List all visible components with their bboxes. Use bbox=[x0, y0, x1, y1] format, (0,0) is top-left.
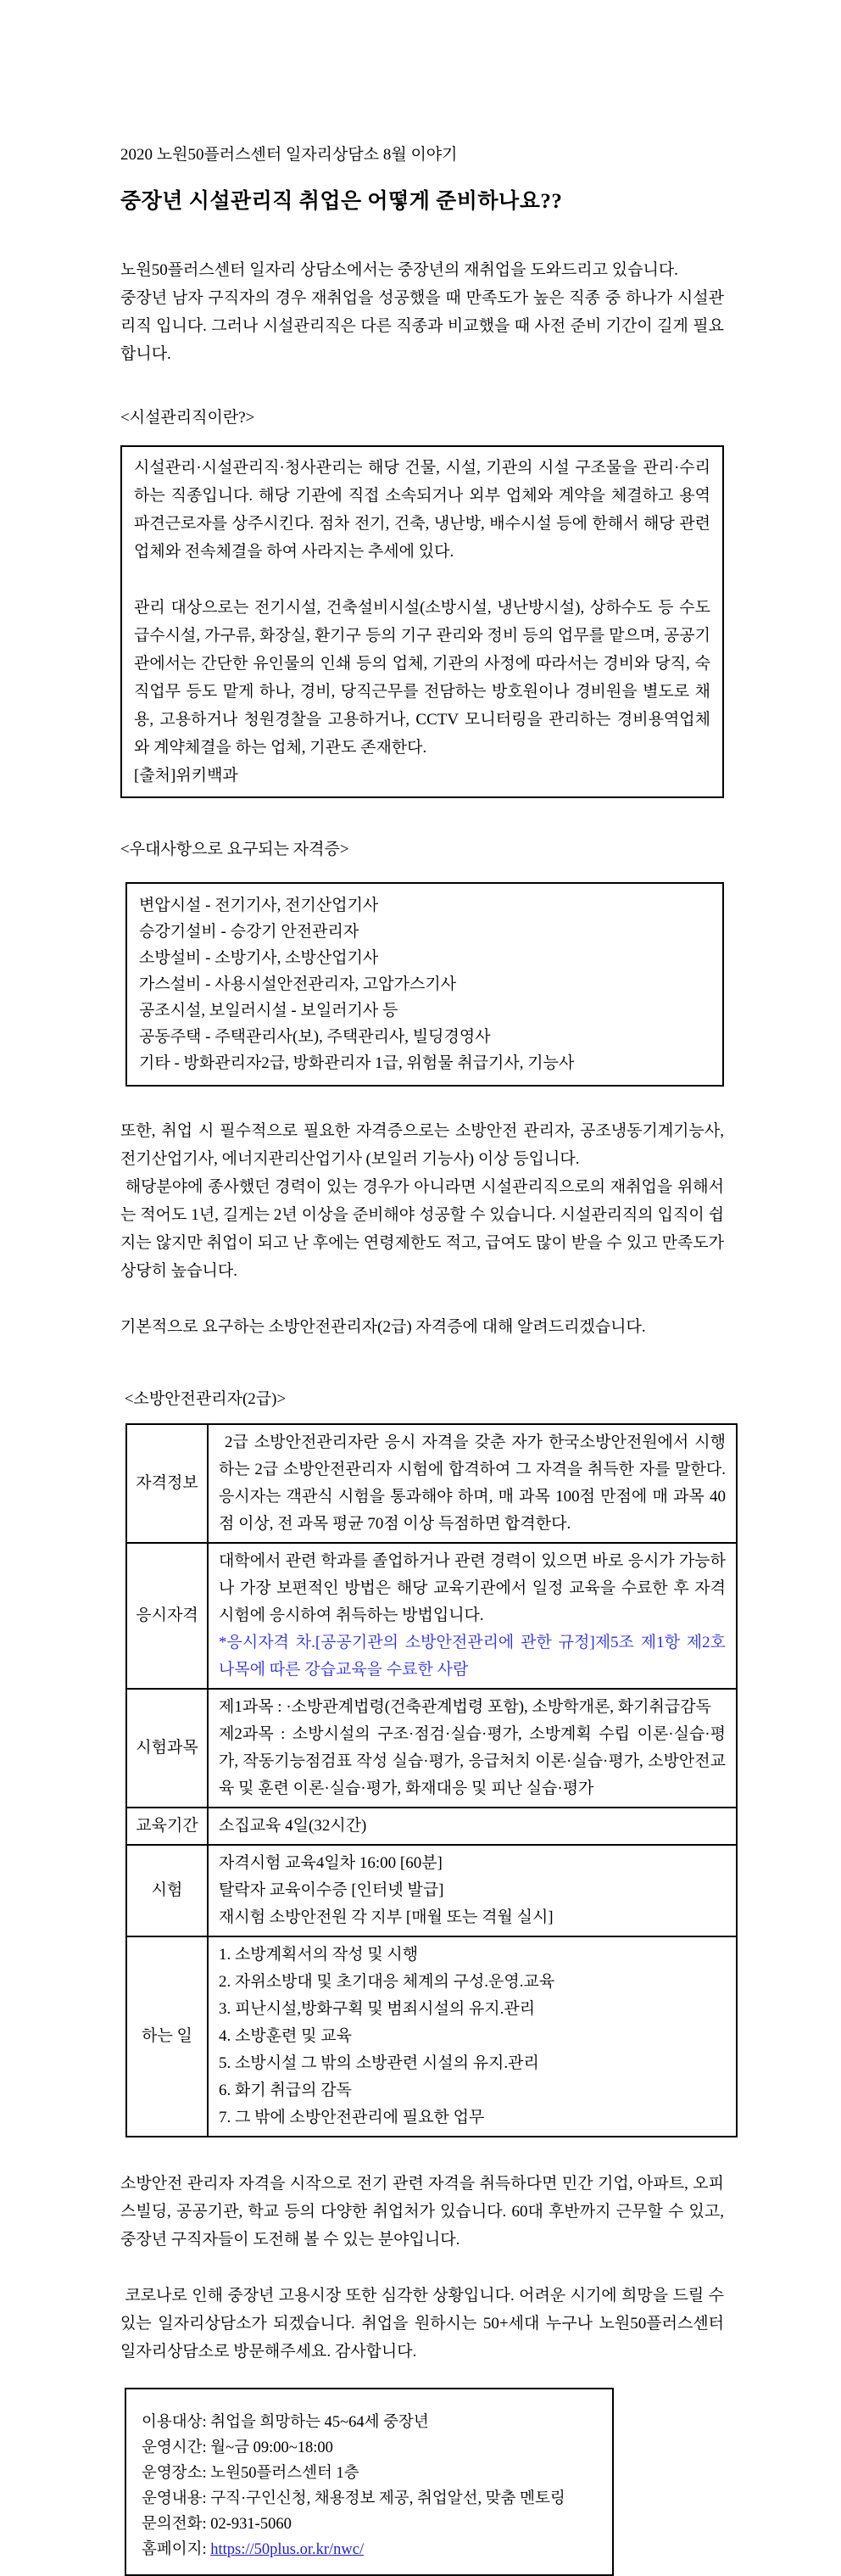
eligibility-note-blue: *응시자격 차.[공공기관의 소방안전관리에 관한 규정]제5조 제1항 제2호 나목에 따른 강습교육을 수료한 사람 bbox=[219, 1634, 730, 1679]
row-content-cert-info bbox=[208, 1424, 737, 1543]
fire-safety-manager-label: <소방안전관리자(2급)> bbox=[120, 1390, 287, 1408]
cert-line: 공동주택 - 주택관리사(보), 주택관리사, 빌딩경영사 bbox=[139, 1028, 491, 1046]
duty-item-4: 4. 소방훈련 및 교육 bbox=[219, 2027, 352, 2045]
cert-line: 가스설비 - 사용시설안전관리자, 고압가스기사 bbox=[139, 975, 457, 993]
intro-paragraph-2: 중장년 남자 구직자의 경우 재취업을 성공했을 때 만족도가 높은 직종 중 하나가 시설관리직 입니다. 그러나 시설관리직은 다른 직종과 비교했을 때 사전 준비 기간이 길게 필요합니다. bbox=[120, 289, 724, 363]
table-row-cert-info bbox=[126, 1424, 737, 1543]
homepage-link[interactable]: https://50plus.or.kr/nwc/ bbox=[210, 2541, 365, 2558]
row-content-eligibility bbox=[208, 1543, 737, 1689]
table-row-exam bbox=[126, 1845, 737, 1936]
row-header-duties: 하는 일 bbox=[126, 1936, 208, 2137]
counseling-center-info-box bbox=[125, 2388, 614, 2576]
table-row-training-period bbox=[126, 1808, 737, 1845]
paragraph-spacer bbox=[134, 566, 710, 594]
cert-line: 변압시설 - 전기기사, 전기산업기사 bbox=[139, 897, 379, 914]
preferred-certs-label: <우대사항으로 요구되는 자격증> bbox=[120, 841, 349, 858]
closing-section bbox=[120, 2170, 728, 2366]
facility-definition-paragraph-1: 시설관리·시설관리직·청사관리는 해당 건물, 시설, 기관의 시설 구조물을 관리·수리하는 직종입니다. 해당 기관에 직접 소속되거나 외부 업체와 계약을 체결하고 용역 파견근로자를 상주시킨다. 점차 전기, 건축, 냉난방, 배수시설 등에 한해서 해당 관련 업체와 전속체결을 하여 사라지는 추세에 있다. bbox=[134, 459, 715, 561]
row-content-training-period bbox=[208, 1808, 737, 1845]
row-header-exam-subjects: 시험과목 bbox=[126, 1689, 208, 1808]
info-services: 운영내용: 구직·구인신청, 채용정보 제공, 취업알선, 맞춤 멘토링 bbox=[142, 2490, 565, 2507]
info-operating-hours: 운영시간: 월~금 09:00~18:00 bbox=[142, 2439, 333, 2456]
middle-section bbox=[120, 1117, 728, 1341]
post-meta-title: 2020 노원50플러스센터 일자리상담소 8월 이야기 bbox=[120, 146, 458, 164]
preferred-certs-box bbox=[125, 882, 724, 1087]
facility-section-label: <시설관리직이란?> bbox=[120, 409, 255, 427]
training-period-text: 소집교육 4일(32시간) bbox=[219, 1817, 367, 1835]
eligibility-text: 대학에서 관련 학과를 졸업하거나 관련 경력이 있으면 바로 응시가 가능하나 가장 보편적인 방법은 해당 교육기관에서 일정 교육을 수료한 후 자격시험에 응시하여 취득하는 방법입니다. bbox=[219, 1552, 726, 1624]
fire-safety-manager-table bbox=[125, 1423, 738, 2137]
source-citation: [출처]위키백과 bbox=[134, 767, 238, 785]
row-header-cert-info: 자격정보 bbox=[126, 1424, 208, 1543]
exam-subject-2: 제2과목 : 소방시설의 구조·점검·실습·평가, 소방계획 수립 이론·실습·평가, 작동기능점검표 작성 실습·평가, 응급처치 이론·실습·평가, 소방안전교육 및 훈련 이론·실습·평가, 화재대응 및 피난 실습·평가 bbox=[219, 1725, 726, 1797]
facility-definition-paragraph-2: 관리 대상으로는 전기시설, 건축설비시설(소방시설, 냉난방시설), 상하수도 등 수도급수시설, 가구류, 화장실, 환기구 등의 기구 관리와 정비 등의 업무를 맡으며, 공공기관에서는 간단한 유인물의 인쇄 등의 업체, 기관의 사정에 따라서는 경비와 당직, 숙직업무 등도 맡게 하나, 경비, 당직근무를 전담하는 방호원이나 경비원을 별도로 채용, 고용하거나 청원경찰을 고용하거나, CCTV 모니터링을 관리하는 경비용역업체와 계약체결을 하는 업체, 기관도 존재한다. bbox=[134, 599, 710, 757]
row-header-training-period: 교육기간 bbox=[126, 1808, 208, 1845]
duty-item-5: 5. 소방시설 그 밖의 소방관련 시설의 유지.관리 bbox=[219, 2054, 539, 2072]
cert-info-text: 2급 소방안전관리자란 응시 자격을 갖춘 자가 한국소방안전원에서 시행하는 2급 소방안전관리자 시험에 합격하여 그 자격을 취득한 자를 말한다. 응시자는 객관식 시험을 통과해야 하며, 매 과목 100점 만점에 매 과목 40점 이상, 전 과목 평균 70점 이상 득점하면 합격한다. bbox=[219, 1433, 730, 1533]
cert-line: 승강기설비 - 승강기 안전관리자 bbox=[139, 923, 359, 941]
row-content-exam bbox=[208, 1845, 737, 1936]
table-row-duties bbox=[126, 1936, 737, 2137]
duty-item-7: 7. 그 밖에 소방안전관리에 필요한 업무 bbox=[219, 2109, 485, 2126]
exam-line-2: 탈락자 교육이수증 [인터넷 발급] bbox=[219, 1881, 444, 1899]
exam-line-3: 재시험 소방안전원 각 지부 [매월 또는 격월 실시] bbox=[219, 1908, 554, 1926]
intro-paragraph-1: 노원50플러스센터 일자리 상담소에서는 중장년의 재취업을 도와드리고 있습니다. bbox=[120, 261, 678, 279]
row-header-eligibility: 응시자격 bbox=[126, 1543, 208, 1689]
cert-line: 소방설비 - 소방기사, 소방산업기사 bbox=[139, 949, 379, 967]
cert-line: 공조시설, 보일러시설 - 보일러기사 등 bbox=[139, 1002, 398, 1020]
table-row-exam-subjects bbox=[126, 1689, 737, 1808]
duty-item-2: 2. 자위소방대 및 초기대응 체계의 구성.운영.교육 bbox=[219, 1973, 555, 1991]
duty-item-3: 3. 피난시설,방화구획 및 범죄시설의 유지.관리 bbox=[219, 2000, 536, 2018]
table-row-eligibility bbox=[126, 1543, 737, 1689]
duty-item-6: 6. 화기 취급의 감독 bbox=[219, 2081, 352, 2099]
basic-cert-intro-paragraph: 기본적으로 요구하는 소방안전관리자(2급) 자격증에 대해 알려드리겠습니다. bbox=[120, 1318, 646, 1336]
info-target-users: 이용대상: 취업을 희망하는 45~64세 중장년 bbox=[142, 2414, 429, 2431]
closing-paragraph-2: 코로나로 인해 중장년 고용시장 또한 심각한 상황입니다. 어려운 시기에 희망을 드릴 수 있는 일자리상담소가 되겠습니다. 취업을 원하시는 50+세대 누구나 노원50플러스센터 일자리상담소로 방문해주세요. 감사합니다. bbox=[120, 2287, 728, 2361]
exam-line-1: 자격시험 교육4일차 16:00 [60분] bbox=[219, 1854, 443, 1872]
cert-line: 기타 - 방화관리자2급, 방화관리자 1급, 위험물 취급기사, 기능사 bbox=[139, 1054, 575, 1072]
page-title: 중장년 시설관리직 취업은 어떻게 준비하나요?? bbox=[120, 190, 563, 213]
info-phone: 문의전화: 02-931-5060 bbox=[142, 2516, 292, 2533]
exam-subject-1: 제1과목 : ·소방관계법령(건축관계법령 포함), 소방학개론, 화기취급감독 bbox=[219, 1698, 711, 1716]
info-homepage-line bbox=[142, 2537, 612, 2562]
required-certs-paragraph: 또한, 취업 시 필수적으로 필요한 자격증으로는 소방안전 관리자, 공조냉동기계기능사, 전기산업기사, 에너지관리산업기사 (보일러 기능사) 이상 등입니다. bbox=[120, 1122, 728, 1168]
row-content-exam-subjects bbox=[208, 1689, 737, 1808]
duty-item-1: 1. 소방계획서의 작성 및 시행 bbox=[219, 1946, 419, 1964]
homepage-label: 홈페이지: bbox=[142, 2541, 211, 2558]
facility-definition-box bbox=[120, 445, 724, 798]
intro-section bbox=[120, 256, 724, 368]
info-location: 운영장소: 노원50플러스센터 1층 bbox=[142, 2465, 359, 2482]
row-header-exam: 시험 bbox=[126, 1845, 208, 1936]
closing-paragraph-1: 소방안전 관리자 자격을 시작으로 전기 관련 자격을 취득하다면 민간 기업, 아파트, 오피스빌딩, 공공기관, 학교 등의 다양한 취업처가 있습니다. 60대 후반까지 근무할 수 있고, 중장년 구직자들이 도전해 볼 수 있는 분야입니다. bbox=[120, 2175, 728, 2249]
preparation-period-paragraph: 해당분야에 종사했던 경력이 있는 경우가 아니라면 시설관리직으로의 재취업을 위해서는 적어도 1년, 길게는 2년 이상을 준비해야 성공할 수 있습니다. 시설관리직의 입직이 쉽지는 않지만 취업이 되고 난 후에는 연령제한도 적고, 급여도 많이 받을 수 있고 만족도가 상당히 높습니다. bbox=[120, 1178, 728, 1280]
row-content-duties bbox=[208, 1936, 737, 2137]
